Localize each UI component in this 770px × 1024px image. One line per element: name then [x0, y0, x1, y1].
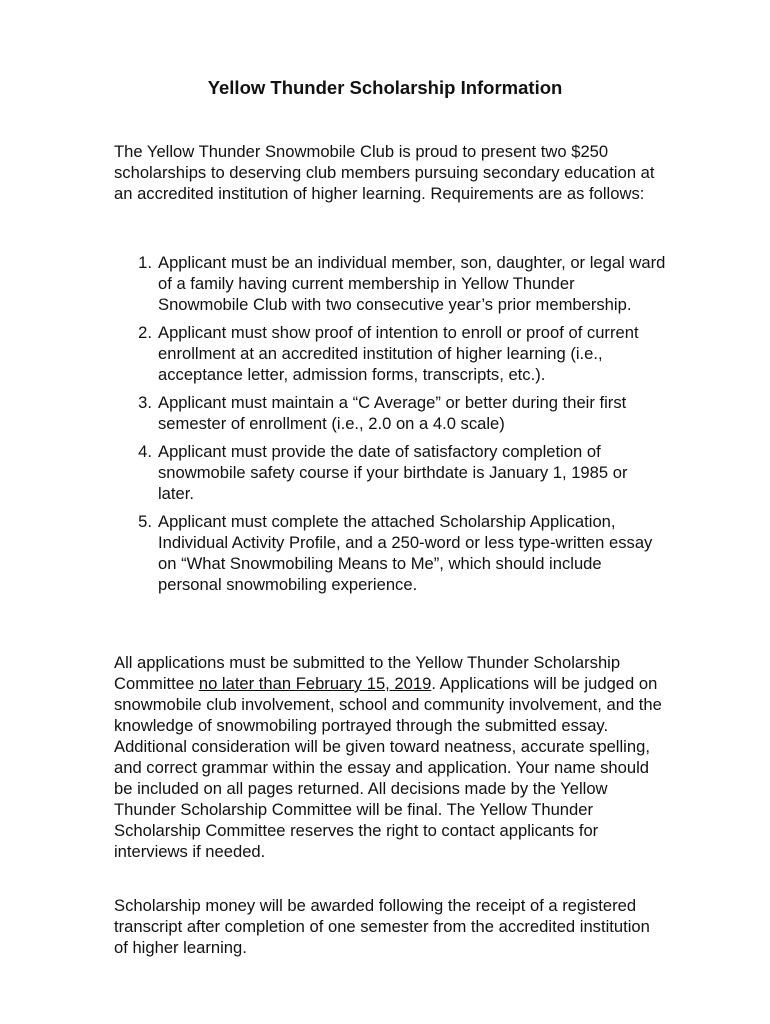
- requirement-item: [114, 392, 666, 434]
- requirement-number: 1.: [138, 253, 152, 272]
- submission-text-after: . Applications will be judged on snowmobile club involvement, school and community involvement, and the knowledge of snowmobiling portrayed through the submitted essay. Additional consideration will be given toward neatness, accurate spelling, and correct grammar within the essay and application. Your name should be included on all pages returned. All decisions made by the Yellow Thunder Scholarship Committee will be final. The Yellow Thunder Scholarship Committee reserves the right to contact applicants for interviews if needed.: [114, 674, 662, 861]
- requirement-number: 2.: [138, 323, 152, 342]
- requirement-item: [114, 322, 666, 385]
- submission-paragraph: [114, 652, 664, 862]
- requirement-number: 4.: [138, 442, 152, 461]
- requirement-text: Applicant must be an individual member, son, daughter, or legal ward of a family having current membership in Yellow Thunder Snowmobile Club with two consecutive year’s prior membership.: [158, 253, 666, 314]
- intro-paragraph: The Yellow Thunder Snowmobile Club is proud to present two $250 scholarships to deserving club members pursuing secondary education at an accredited institution of higher learning. Requirements are as follows:: [114, 142, 655, 203]
- requirement-item: [114, 441, 666, 504]
- award-paragraph: Scholarship money will be awarded following the receipt of a registered transcript after completion of one semester from the accredited institution of higher learning.: [114, 896, 650, 957]
- requirement-text: Applicant must provide the date of satisfactory completion of snowmobile safety course if your birthdate is January 1, 1985 or later.: [158, 442, 628, 503]
- submission-deadline: no later than February 15, 2019: [198, 674, 432, 693]
- requirement-number: 5.: [138, 512, 152, 531]
- requirement-number: 3.: [138, 393, 152, 412]
- requirement-item: [114, 252, 666, 315]
- document-title: Yellow Thunder Scholarship Information: [207, 77, 563, 98]
- requirement-item: [114, 511, 666, 595]
- requirement-text: Applicant must maintain a “C Average” or better during their first semester of enrollment (i.e., 2.0 on a 4.0 scale): [158, 393, 627, 433]
- requirements-list: [114, 252, 666, 602]
- requirement-text: Applicant must show proof of intention to enroll or proof of current enrollment at an accredited institution of higher learning (i.e., acceptance letter, admission forms, transcripts, etc.).: [158, 323, 639, 384]
- submission-text-before: All applications must be submitted to the Yellow Thunder Scholarship Committee: [114, 653, 621, 693]
- requirement-text: Applicant must complete the attached Scholarship Application, Individual Activity Profile, and a 250-word or less type-written essay on “What Snowmobiling Means to Me”, which should include personal snowmobiling experience.: [158, 512, 653, 594]
